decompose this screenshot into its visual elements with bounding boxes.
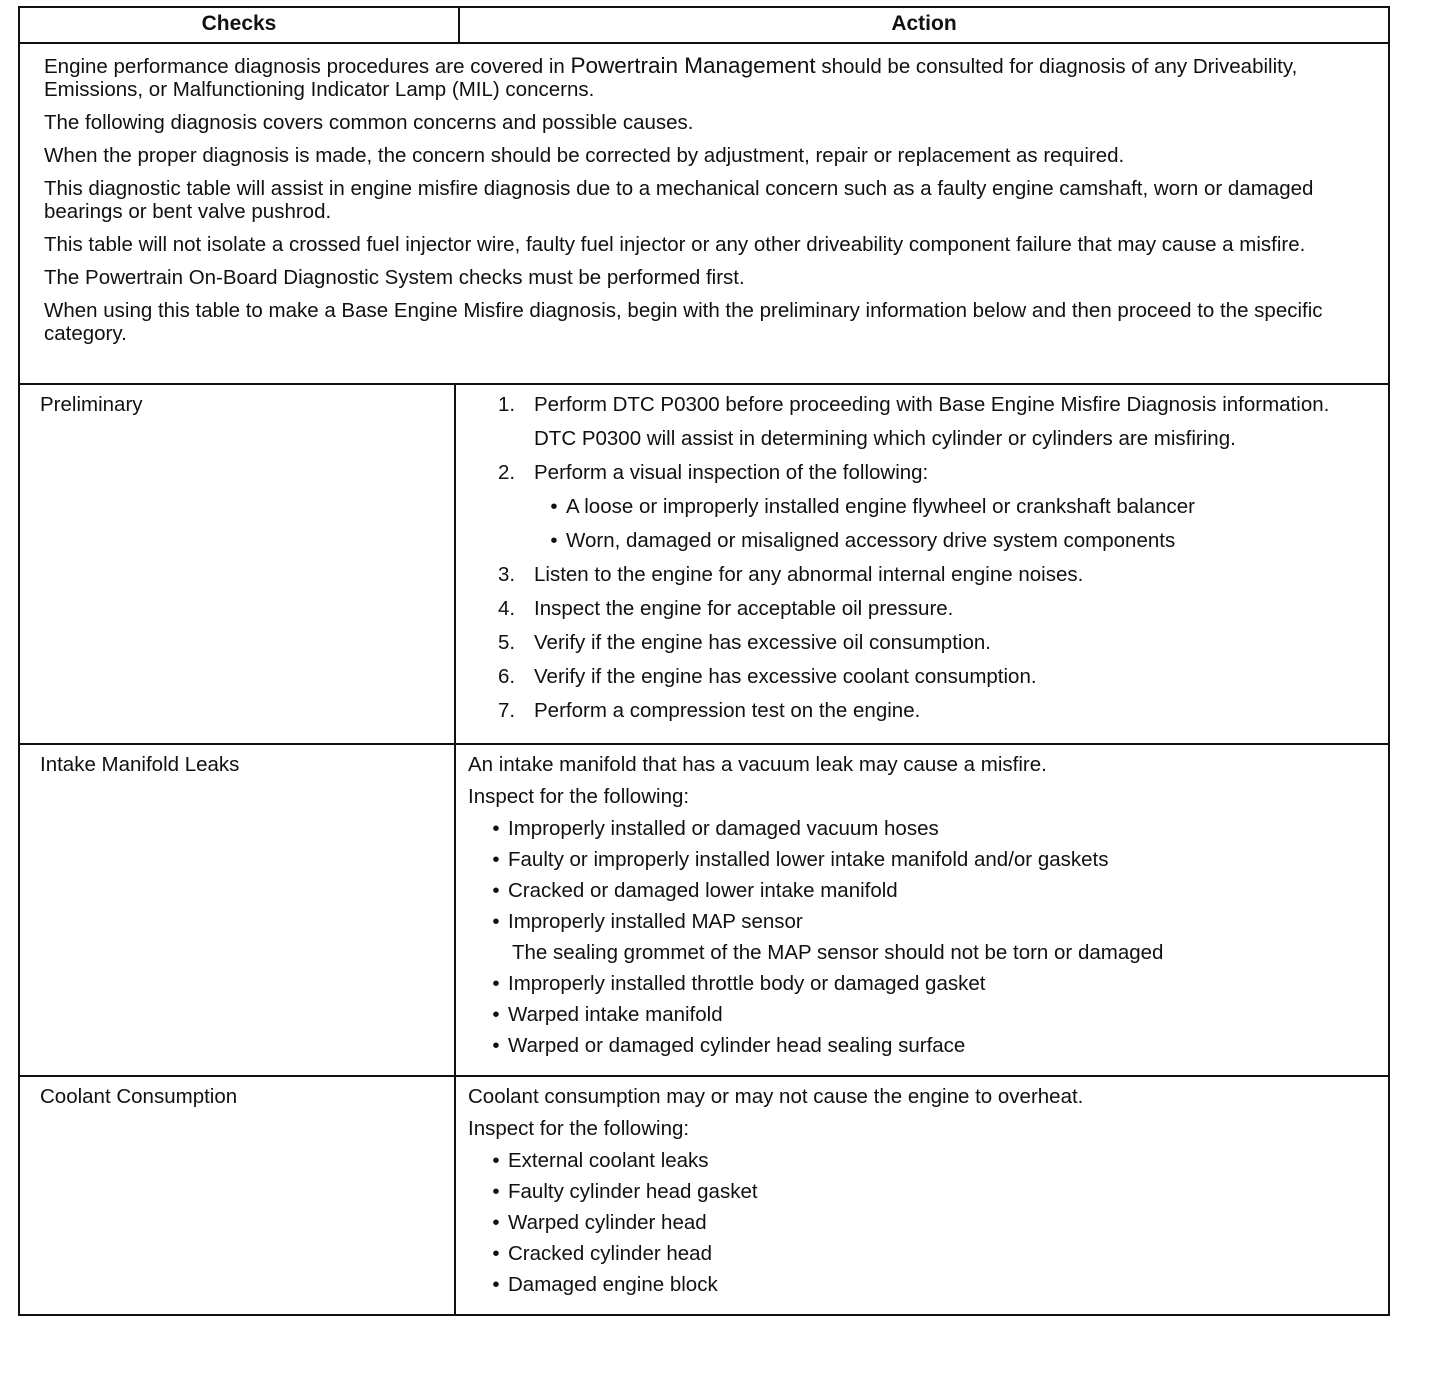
list-item-text: Warped intake manifold	[508, 1003, 723, 1026]
action-column-header: Action	[891, 12, 957, 35]
coolant-line-1: Coolant consumption may or may not cause the engine to overheat.	[468, 1085, 1084, 1108]
preliminary-action	[456, 385, 1388, 743]
bullet-icon: •	[492, 1211, 500, 1234]
step-number: 6.	[498, 665, 516, 688]
intake-bullet-item	[484, 910, 1378, 934]
bullet-icon: •	[492, 972, 500, 995]
list-item-text: Cracked cylinder head	[508, 1242, 712, 1265]
step-number: 4.	[498, 597, 516, 620]
bullet-icon: •	[492, 879, 500, 902]
intro-paragraph-6: The Powertrain On-Board Diagnostic System checks must be performed first.	[44, 266, 745, 289]
intake-line-1: An intake manifold that has a vacuum leak may cause a misfire.	[468, 753, 1047, 776]
bullet-icon: •	[492, 1180, 500, 1203]
bullet-icon: •	[492, 1034, 500, 1057]
misfire-diagnosis-table	[18, 6, 1390, 1316]
list-item-text: Warped or damaged cylinder head sealing surface	[508, 1034, 966, 1057]
step-text: Listen to the engine for any abnormal internal engine noises.	[534, 563, 1084, 586]
step-text: Perform a compression test on the engine.	[534, 699, 921, 722]
step-text: Perform a visual inspection of the following:	[534, 461, 929, 484]
bullet-icon: •	[492, 817, 500, 840]
step-item	[498, 563, 1378, 587]
list-item-text: External coolant leaks	[508, 1149, 709, 1172]
bullet-icon: •	[492, 1242, 500, 1265]
step-bullet	[542, 529, 1378, 553]
intro-row	[20, 42, 1388, 383]
step-text: Verify if the engine has excessive coolant consumption.	[534, 665, 1037, 688]
list-item-text: Warped cylinder head	[508, 1211, 707, 1234]
intro-paragraph-2: The following diagnosis covers common concerns and possible causes.	[44, 111, 694, 134]
intro-p1-after: should be consulted for diagnosis of any Driveability, Emissions, or Malfunctioning Indicator Lamp (MIL) concerns.	[44, 55, 1298, 101]
check-coolant-consumption: Coolant Consumption	[20, 1077, 456, 1314]
step-item	[498, 665, 1378, 689]
step-number: 3.	[498, 563, 516, 586]
intake-bullet-item	[484, 848, 1378, 872]
preliminary-row	[20, 383, 1388, 743]
coolant-line-2: Inspect for the following:	[468, 1117, 690, 1140]
step-item	[498, 699, 1378, 723]
intro-paragraph-4: This diagnostic table will assist in engine misfire diagnosis due to a mechanical concern such as a faulty engine camshaft, worn or damaged bearings or bent valve pushrod.	[44, 177, 1314, 223]
step-text: Perform DTC P0300 before proceeding with Base Engine Misfire Diagnosis information.	[534, 393, 1330, 416]
intake-row	[20, 743, 1388, 1075]
step-bullet-text: Worn, damaged or misaligned accessory drive system components	[566, 529, 1176, 552]
step-item	[498, 631, 1378, 655]
step-body	[534, 597, 1378, 621]
step-body	[534, 631, 1378, 655]
intake-bullet-item	[484, 972, 1378, 996]
list-item-text: Faulty cylinder head gasket	[508, 1180, 758, 1203]
step-text: Inspect the engine for acceptable oil pressure.	[534, 597, 954, 620]
step-number: 1.	[498, 393, 516, 416]
intro-paragraph-3: When the proper diagnosis is made, the concern should be corrected by adjustment, repair or replacement as required.	[44, 144, 1125, 167]
checks-column-header: Checks	[20, 8, 460, 42]
table-header-row	[20, 8, 1388, 42]
coolant-action	[456, 1077, 1388, 1314]
step-note: DTC P0300 will assist in determining which cylinder or cylinders are misfiring.	[534, 427, 1236, 450]
step-bullet-text: A loose or improperly installed engine flywheel or crankshaft balancer	[566, 495, 1196, 518]
coolant-bullet-item	[484, 1180, 1378, 1204]
intro-paragraph-1	[44, 54, 1382, 101]
step-body	[534, 393, 1378, 451]
bullet-icon: •	[492, 1149, 500, 1172]
intake-bullet-item	[484, 817, 1378, 841]
list-item-text: Cracked or damaged lower intake manifold	[508, 879, 898, 902]
powertrain-management-reference: Powertrain Management	[570, 53, 816, 78]
intro-p1-before: Engine performance diagnosis procedures are covered in	[44, 55, 571, 78]
intro-paragraph-7: When using this table to make a Base Engine Misfire diagnosis, begin with the preliminary information below and then proceed to the specific category.	[44, 299, 1323, 345]
list-item-text: Improperly installed MAP sensor	[508, 910, 803, 933]
intake-bullet-item	[484, 1034, 1378, 1058]
bullet-icon: •	[492, 1273, 500, 1296]
step-body	[534, 563, 1378, 587]
intake-note: The sealing grommet of the MAP sensor should not be torn or damaged	[512, 941, 1164, 964]
coolant-row	[20, 1075, 1388, 1314]
intake-line-2: Inspect for the following:	[468, 785, 690, 808]
step-item	[498, 393, 1378, 451]
bullet-icon: •	[550, 529, 558, 552]
bullet-icon: •	[550, 495, 558, 518]
intro-text	[20, 44, 1388, 383]
intake-bullet-item	[484, 879, 1378, 903]
coolant-bullet-item	[484, 1211, 1378, 1235]
step-item	[498, 461, 1378, 553]
intro-paragraph-5: This table will not isolate a crossed fuel injector wire, faulty fuel injector or any other driveability component failure that may cause a misfire.	[44, 233, 1306, 256]
coolant-bullet-item	[484, 1149, 1378, 1173]
step-number: 5.	[498, 631, 516, 654]
check-intake-manifold-leaks: Intake Manifold Leaks	[20, 745, 456, 1075]
list-item-text: Improperly installed throttle body or damaged gasket	[508, 972, 986, 995]
coolant-bullet-item	[484, 1242, 1378, 1266]
list-item-text: Damaged engine block	[508, 1273, 718, 1296]
bullet-icon: •	[492, 848, 500, 871]
list-item-text: Improperly installed or damaged vacuum hoses	[508, 817, 939, 840]
coolant-bullet-item	[484, 1273, 1378, 1297]
intake-bullet-item	[484, 1003, 1378, 1027]
step-body	[534, 461, 1378, 553]
step-number: 7.	[498, 699, 516, 722]
step-bullet	[542, 495, 1378, 519]
check-preliminary: Preliminary	[20, 385, 456, 743]
step-item	[498, 597, 1378, 621]
step-text: Verify if the engine has excessive oil consumption.	[534, 631, 991, 654]
step-number: 2.	[498, 461, 516, 484]
list-item-text: Faulty or improperly installed lower intake manifold and/or gaskets	[508, 848, 1109, 871]
bullet-icon: •	[492, 910, 500, 933]
intake-action	[456, 745, 1388, 1075]
step-body	[534, 665, 1378, 689]
bullet-icon: •	[492, 1003, 500, 1026]
step-body	[534, 699, 1378, 723]
